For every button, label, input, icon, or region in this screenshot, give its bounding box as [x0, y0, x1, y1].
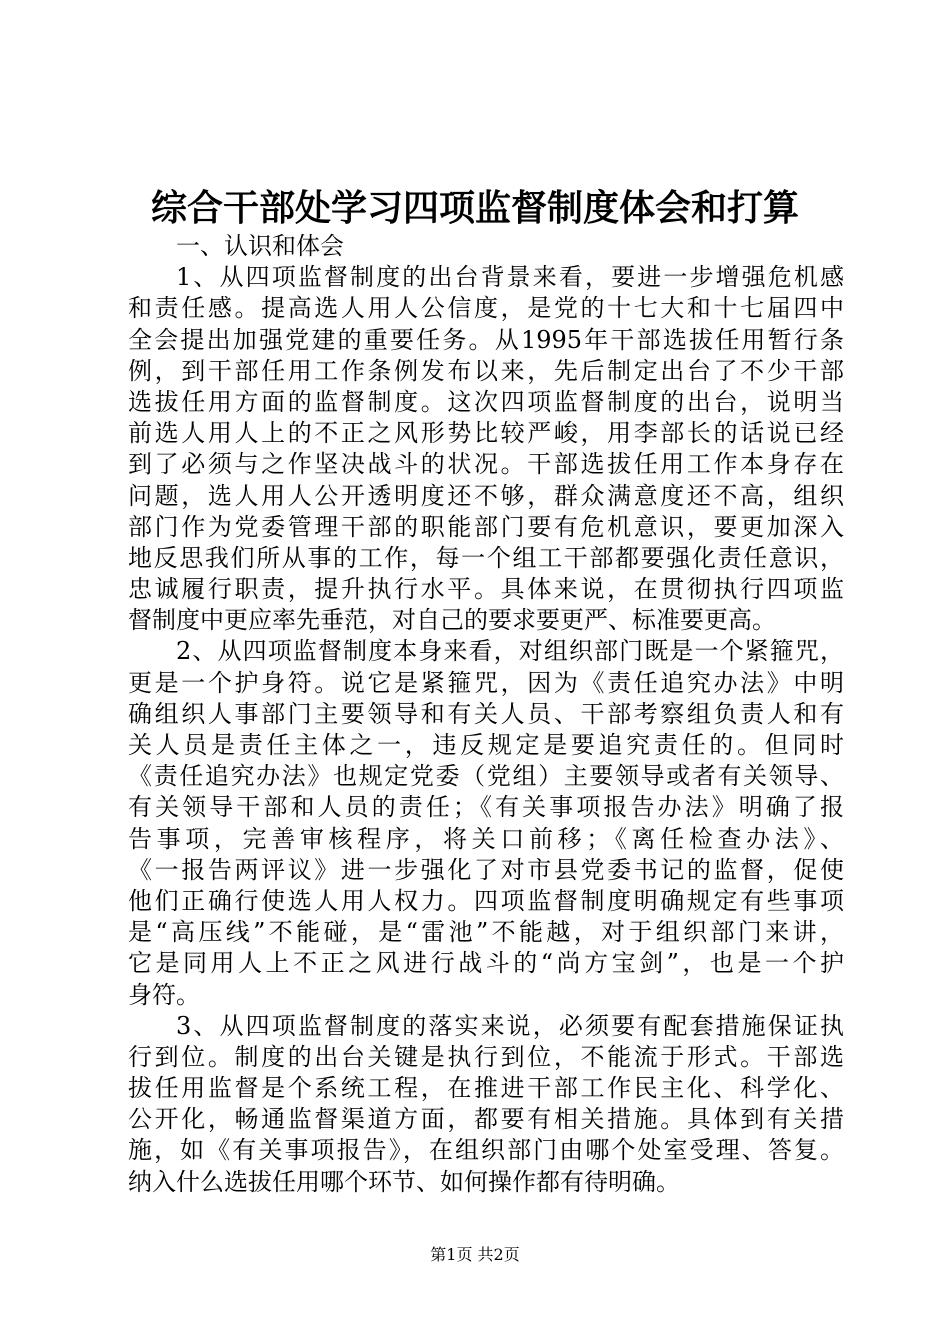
text-line: 1、从四项监督制度的出台背景来看，要进一步增强危机感 — [176, 263, 844, 292]
text-line: 纳入什么选拔任用哪个环节、如何操作都有待明确。 — [128, 1167, 680, 1196]
text-line: 公开化，畅通监督渠道方面，都要有相关措施。具体到有关措 — [128, 1105, 844, 1134]
text-line: 前选人用人上的不正之风形势比较严峻，用李部长的话说已经 — [128, 419, 844, 448]
text-line: 施，如《有关事项报告》，在组织部门由哪个处室受理、答复。 — [128, 1136, 844, 1165]
text-line: 全会提出加强党建的重要任务。从1995年干部选拔任用暂行条 — [128, 325, 844, 354]
text-line: 更是一个护身符。说它是紧箍咒，因为《责任追究办法》中明 — [128, 668, 844, 697]
text-line: 选拔任用方面的监督制度。这次四项监督制度的出台，说明当 — [128, 387, 844, 416]
paragraphs — [128, 262, 844, 1198]
text-line: 部门作为党委管理干部的职能部门要有危机意识，要更加深入 — [128, 512, 844, 541]
text-line: 它是同用人上不正之风进行战斗的“尚方宝剑”，也是一个护 — [128, 949, 844, 978]
section-heading: 一、认识和体会 — [176, 232, 344, 260]
document-title: 综合干部处学习四项监督制度体会和打算 — [150, 187, 799, 229]
text-line: 《责任追究办法》也规定党委（党组）主要领导或者有关领导、 — [128, 762, 844, 791]
text-line: 2、从四项监督制度本身来看，对组织部门既是一个紧箍咒， — [176, 637, 844, 666]
text-line: 例，到干部任用工作条例发布以来，先后制定出台了不少干部 — [128, 356, 844, 385]
text-line: 3、从四项监督制度的落实来说，必须要有配套措施保证执 — [176, 1011, 844, 1040]
text-line: 有关领导干部和人员的责任；《有关事项报告办法》明确了报 — [128, 793, 844, 822]
text-line: 拔任用监督是个系统工程，在推进干部工作民主化、科学化、 — [128, 1074, 844, 1103]
text-line: 到了必须与之作坚决战斗的状况。干部选拔任用工作本身存在 — [128, 450, 844, 479]
text-line: 关人员是责任主体之一，违反规定是要追究责任的。但同时 — [128, 731, 844, 759]
document-body — [128, 231, 844, 1198]
text-line: 行到位。制度的出台关键是执行到位，不能流于形式。干部选 — [128, 1042, 844, 1071]
text-line: 忠诚履行职责，提升执行水平。具体来说，在贯彻执行四项监 — [128, 575, 844, 604]
text-line: 《一报告两评议》进一步强化了对市县党委书记的监督，促使 — [128, 855, 844, 884]
text-line: 确组织人事部门主要领导和有关人员、干部考察组负责人和有 — [128, 699, 844, 728]
paragraph — [128, 1011, 844, 1198]
text-line: 告事项，完善审核程序，将关口前移；《离任检查办法》、 — [128, 824, 844, 853]
text-line: 地反思我们所从事的工作，每一个组工干部都要强化责任意识， — [128, 543, 844, 572]
text-line: 督制度中更应率先垂范，对自己的要求要更严、标准要更高。 — [128, 606, 776, 635]
text-line: 身符。 — [128, 980, 200, 1009]
paragraph — [128, 636, 844, 1010]
page-footer: 第1页 共2页 — [430, 1245, 520, 1264]
text-line: 和责任感。提高选人用人公信度，是党的十七大和十七届四中 — [128, 294, 844, 323]
paragraph — [128, 262, 844, 636]
text-line: 问题，选人用人公开透明度还不够，群众满意度还不高，组织 — [128, 481, 844, 510]
text-line: 是“高压线”不能碰，是“雷池”不能越，对于组织部门来讲， — [128, 918, 844, 947]
text-line: 他们正确行使选人用人权力。四项监督制度明确规定有些事项 — [128, 886, 844, 915]
